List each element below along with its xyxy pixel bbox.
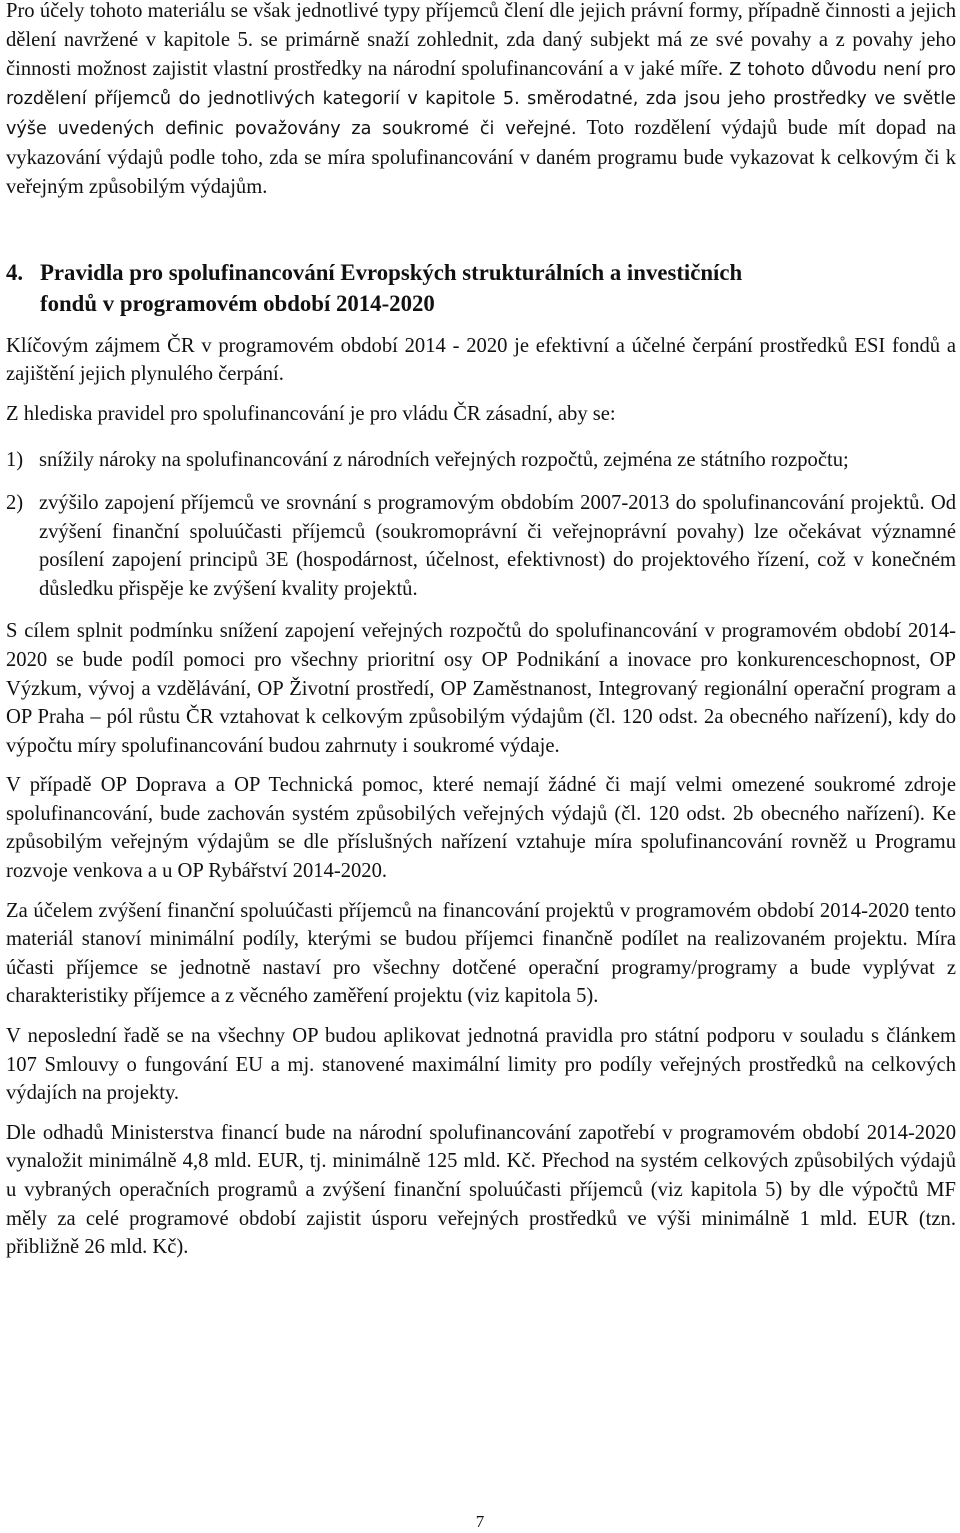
section-heading xyxy=(6,257,956,320)
intro-text-part1: Pro účely tohoto materiálu se však jednotlivé typy příjemců člení dle jejich právní formy, případně činnosti a jejich dělení navržené v kapitole 5. se primárně snaží zohlednit, zda daný subjekt má ze své povahy a z povahy jeho činnosti možnost zajistit vlastní prostředky na národní spolufinancování a v jaké míře. xyxy=(6,0,956,80)
list-marker-2: 2) xyxy=(6,491,24,514)
page-number: 7 xyxy=(475,1512,485,1531)
list-text-1: snížily nároky na spolufinancování z národních veřejných rozpočtů, zejména ze státního rozpočtu; xyxy=(39,449,849,472)
intro-text-part2: Z tohoto důvodu není pro rozdělení příjemců do jednotlivých kategorií v kapitole 5. směrodatné, zda jsou jeho prostředky ve světle výše uvedených definic považovány za soukromé či veřejné. xyxy=(6,59,956,140)
paragraph-2: Z hlediska pravidel pro spolufinancování je pro vládu ČR zásadní, aby se: xyxy=(6,402,616,425)
section-heading-line1 xyxy=(6,257,956,289)
paragraph-5: Za účelem zvýšení finanční spoluúčasti příjemců na financování projektů v programovém období 2014-2020 tento materiál stanoví minimální podíly, kterými se budou příjemci finančně podílet na realizovaném projektu. Míra účasti příjemce se jednotně nastaví pro všechny dotčené operační programy/programy a bude vyplývat z charakteristiky příjemce a z věcného zaměření projektu (viz kapitola 5). xyxy=(6,899,956,1008)
section-title-line1: Pravidla pro spolufinancování Evropských strukturálních a investičních xyxy=(40,259,743,285)
section-title-line2: fondů v programovém období 2014-2020 xyxy=(40,291,435,317)
document-page xyxy=(6,0,956,1533)
section-number: 4. xyxy=(6,259,24,285)
paragraph-4: V případě OP Doprava a OP Technická pomoc, které nemají žádné či mají velmi omezené soukromé zdroje spolufinancování, bude zachován systém způsobilých veřejných výdajů (čl. 120 odst. 2b obecného nařízení). Ke způsobilým veřejným výdajům se dle příslušných nařízení vztahuje míra spolufinancování rovněž u Programu rozvoje venkova a u OP Rybářství 2014-2020. xyxy=(6,774,956,883)
paragraph-6: V neposlední řadě se na všechny OP budou aplikovat jednotná pravidla pro státní podporu v souladu s článkem 107 Smlouvy o fungování EU a mj. stanovené maximální limity pro podíly veřejných prostředků na celkových výdajích na projekty. xyxy=(6,1025,956,1105)
paragraph-7: Dle odhadů Ministerstva financí bude na národní spolufinancování zapotřebí v programovém období 2014-2020 vynaložit minimálně 4,8 mld. EUR, tj. minimálně 125 mld. Kč. Přechod na systém celkových způsobilých výdajů u vybraných operačních programů a zvýšení finanční spoluúčasti příjemců (viz kapitola 5) by dle výpočtů MF měly za celé programové období zajistit úsporu veřejných prostředků ve výši minimálně 1 mld. EUR (tzn. přibližně 26 mld. Kč). xyxy=(6,1121,956,1259)
list-text-2: zvýšilo zapojení příjemců ve srovnání s programovým obdobím 2007-2013 do spolufinancování projektů. Od zvýšení finanční spoluúčasti příjemců (soukromoprávní či veřejnoprávní povahy) lze očekávat významné posílení zapojení principů 3E (hospodárnost, účelnost, efektivnost) do projektového řízení, což v konečném důsledku přispěje ke zvýšení kvality projektů. xyxy=(39,491,956,600)
list-item-1 xyxy=(6,446,956,475)
paragraph-1: Klíčovým zájmem ČR v programovém období 2014 - 2020 je efektivní a účelné čerpání prostředků ESI fondů a zajištění jejich plynulého čerpání. xyxy=(6,334,956,386)
intro-text-part3: Toto rozdělení výdajů bude mít dopad na vykazování výdajů podle toho, zda se míra spolufinancování v daném programu bude vykazovat k celkovým či k veřejným způsobilým výdajům. xyxy=(6,117,956,198)
intro-paragraph xyxy=(6,0,956,202)
list-marker-1: 1) xyxy=(6,449,24,472)
paragraph-3: S cílem splnit podmínku snížení zapojení veřejných rozpočtů do spolufinancování v programovém období 2014-2020 se bude podíl pomoci pro všechny prioritní osy OP Podnikání a inovace pro konkurenceschopnost, OP Výzkum, vývoj a vzdělávání, OP Životní prostředí, OP Zaměstnanost, Integrovaný regionální operační program a OP Praha – pól růstu ČR vztahovat k celkovým způsobilým výdajům (čl. 120 odst. 2a obecného nařízení), kdy do výpočtu míry spolufinancování budou zahrnuty i soukromé výdaje. xyxy=(6,620,956,757)
list-item-2 xyxy=(6,489,956,603)
